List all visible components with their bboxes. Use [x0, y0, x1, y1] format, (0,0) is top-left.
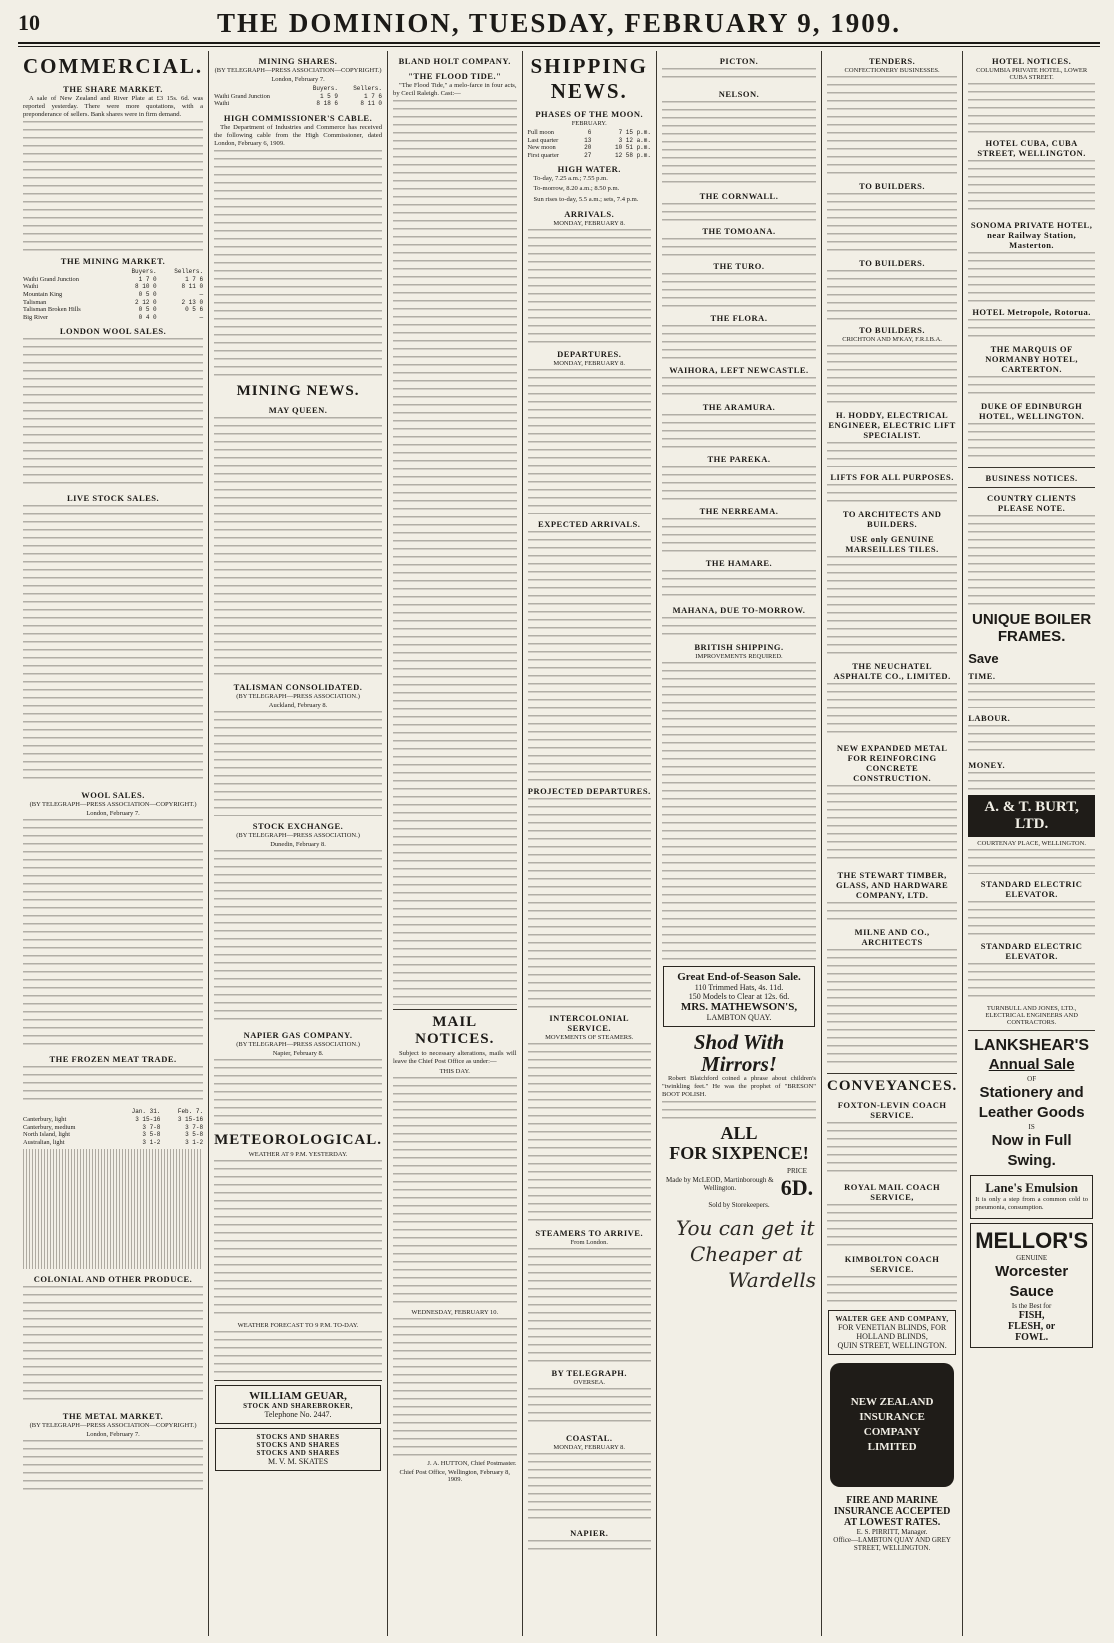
table-row: Last quarter 13 3 12 a.m.	[527, 136, 651, 144]
note-body	[662, 325, 816, 360]
lankshear-is: IS	[1028, 1123, 1035, 1131]
nelson-heading: NELSON.	[718, 89, 760, 99]
coastal-body	[528, 1453, 651, 1523]
fire-marine-text: FIRE AND MARINE INSURANCE ACCEPTED AT LOWEST RATES.	[833, 1495, 951, 1528]
edinburgh-body	[968, 423, 1095, 463]
lankshear-ad	[968, 1037, 1095, 1171]
shares-col-sellers: Sellers.	[353, 85, 383, 92]
handwriting-line-2: Cheaper at	[689, 1242, 803, 1267]
save-money-body	[968, 772, 1095, 792]
note-body	[662, 377, 816, 397]
from-london: From London.	[570, 1238, 609, 1246]
insurance-agent: E. S. PIRRITT, Manager.	[856, 1528, 928, 1536]
section-title-shipping: SHIPPING NEWS.	[530, 54, 648, 103]
milne-body	[827, 949, 957, 1069]
expanded-metal-heading: NEW EXPANDED METAL FOR REINFORCING CONCRETE CONSTRUCTION.	[836, 743, 948, 783]
shod-price-row	[662, 1167, 816, 1201]
may-queen-heading: MAY QUEEN.	[268, 405, 328, 416]
mellors-flesh: FLESH, or	[1008, 1321, 1056, 1333]
seal-line-3: COMPANY	[863, 1426, 921, 1438]
frozen-col-2: Feb. 7.	[177, 1108, 204, 1116]
crichton-heading: CRICHTON AND M'KAY, F.R.I.B.A.	[842, 336, 942, 343]
stock-exchange-source: (BY TELEGRAPH—PRESS ASSOCIATION.)	[236, 832, 360, 840]
table-row: Talisman 2 12 0 2 13 0	[23, 298, 204, 306]
lankshear-of: OF	[1027, 1075, 1037, 1083]
nelson-body	[662, 101, 816, 186]
stocks-line-3: STOCKS AND SHARES	[256, 1449, 340, 1458]
note-heading: THE CORNWALL.	[699, 191, 779, 201]
mining-shares-table	[214, 85, 382, 108]
save-labour: LABOUR.	[968, 713, 1011, 723]
note-heading: WAIHORA, LEFT NEWCASTLE.	[669, 365, 809, 375]
lanes-emulsion-title: Lane's Emulsion	[985, 1180, 1079, 1195]
intercolonial-heading: INTERCOLONIAL SERVICE.	[549, 1012, 630, 1033]
masthead-rule	[18, 46, 1100, 47]
elevator-heading-1: STANDARD ELECTRIC ELEVATOR.	[980, 879, 1083, 899]
divider	[827, 1073, 957, 1074]
moon-heading: PHASES OF THE MOON.	[535, 109, 644, 119]
note-body	[662, 414, 816, 449]
stock-exchange-dateline: Dunedin, February 8.	[270, 841, 326, 849]
stocks-line-2: STOCKS AND SHARES	[256, 1441, 340, 1450]
high-water-today: To-day, 7.25 a.m.; 7.55 p.m.	[533, 175, 608, 183]
mail-wednesday: WEDNESDAY, FEBRUARY 10.	[411, 1309, 499, 1317]
sale-location: LAMBTON QUAY.	[706, 1013, 772, 1022]
note-heading: THE TURO.	[713, 261, 765, 271]
live-stock-heading: LIVE STOCK SALES.	[66, 493, 160, 504]
wool-sales-body	[23, 338, 203, 488]
lanes-emulsion-ad	[970, 1175, 1093, 1219]
page-number: 10	[18, 10, 40, 35]
lankshear-annual-sale: Annual Sale	[988, 1056, 1075, 1073]
expected-arrivals-body	[528, 531, 651, 781]
forecast-body	[214, 1331, 382, 1376]
mail-this-day-body	[393, 1077, 516, 1307]
to-builders-heading-3: TO BUILDERS.	[859, 325, 926, 335]
sonoma-body	[968, 252, 1095, 302]
mail-notices-intro: Subject to necessary alterations, mails will leave the Chief Post Office as under:—	[393, 1050, 517, 1066]
mining-shares-heading: MINING SHARES.	[258, 56, 338, 66]
to-builders-body-2	[827, 270, 957, 320]
table-row: Big River 0 4 0 —	[23, 313, 204, 321]
departures-body	[528, 369, 651, 514]
confectionery-body	[827, 76, 957, 176]
columbia-body	[968, 83, 1095, 133]
shod-price-label: PRICE	[787, 1167, 807, 1176]
stocks-shares-ad	[215, 1428, 381, 1471]
projected-departures-body	[528, 798, 651, 1008]
talisman-body	[214, 711, 382, 816]
elevator-body-1	[968, 901, 1095, 936]
confectionery-heading: CONFECTIONERY BUSINESSES.	[844, 67, 940, 74]
table-row: Mountain King 0 5 0 —	[23, 291, 204, 299]
to-builders-heading-2: TO BUILDERS.	[859, 258, 926, 268]
walter-gee-name: WALTER GEE AND COMPANY,	[835, 1315, 949, 1323]
note-heading: THE PAREKA.	[707, 454, 771, 464]
napier-gas-dateline: Napier, February 8.	[272, 1050, 324, 1058]
save-word: Save	[968, 651, 999, 666]
note-body	[662, 273, 816, 308]
stocks-line-1: STOCKS AND SHARES	[256, 1433, 340, 1442]
foxton-levin-body	[827, 1122, 957, 1177]
metal-market-heading: THE METAL MARKET.	[62, 1411, 164, 1422]
milne-heading: MILNE AND CO., ARCHITECTS	[854, 927, 930, 947]
live-stock-body	[23, 505, 203, 785]
wool-sales-heading: LONDON WOOL SALES.	[59, 326, 167, 337]
wool-sales-2-dateline: London, February 7.	[86, 810, 140, 818]
shod-headline: Shod With Mirrors!	[693, 1030, 785, 1076]
lankshear-name: LANKSHEAR'S	[974, 1037, 1090, 1054]
post-office-dateline: Chief Post Office, Wellington, February 8, 1909.	[399, 1469, 510, 1484]
walter-gee-address: QUIN STREET, WELLINGTON.	[837, 1341, 947, 1350]
oversea-sub: OVERSEA.	[573, 1378, 606, 1386]
mining-news-body	[214, 417, 382, 677]
note-heading: THE FLORA.	[710, 313, 768, 323]
architects-body	[827, 556, 957, 656]
frozen-col-1: Jan. 31.	[131, 1108, 161, 1116]
burt-logo: A. & T. BURT, LTD.	[968, 795, 1095, 837]
mining-col-sellers: Sellers.	[174, 268, 204, 276]
wool-sales-2-source: (BY TELEGRAPH—PRESS ASSOCIATION—COPYRIGHT.)	[29, 801, 197, 809]
napier-heading: NAPIER.	[570, 1527, 609, 1538]
crichton-body	[827, 345, 957, 405]
lanes-emulsion-text: It is only a step from a common cold to pneumonia, consumption.	[975, 1196, 1089, 1212]
note-heading: THE TOMOANA.	[702, 226, 776, 236]
column-commercial	[18, 51, 209, 1636]
shod-text: Robert Blatchford coined a phrase about children's "twinkling feet." He was the prophet of "BRESON" BOOT POLISH.	[661, 1075, 816, 1099]
mellors-genuine: GENUINE	[1016, 1254, 1048, 1263]
note-heading: THE ARAMURA.	[702, 402, 776, 412]
colonial-produce-heading: COLONIAL AND OTHER PRODUCE.	[33, 1274, 193, 1285]
lifts-body	[827, 484, 957, 504]
shod-for-sixpence: FOR SIXPENCE!	[669, 1143, 809, 1164]
by-telegraph-heading: BY TELEGRAPH.	[551, 1367, 627, 1378]
kimbolton-body	[827, 1276, 957, 1306]
napier-gas-body	[214, 1059, 382, 1129]
frozen-meat-heading: THE FROZEN MEAT TRADE.	[49, 1054, 177, 1065]
table-row: Canterbury, light 3 15-16 3 15-16	[23, 1116, 204, 1124]
departures-date: MONDAY, FEBRUARY 8.	[553, 359, 626, 367]
business-notices-heading: BUSINESS NOTICES.	[985, 473, 1078, 483]
burt-body	[968, 849, 1095, 874]
mellors-fowl: FOWL.	[1015, 1332, 1049, 1344]
note-body	[662, 570, 816, 600]
sale-store: MRS. MATHEWSON'S,	[680, 1001, 798, 1013]
shod-sold: Sold by Storekeepers.	[708, 1201, 770, 1210]
royal-mail-body	[827, 1204, 957, 1249]
tenders-heading: TENDERS.	[868, 56, 916, 66]
insurance-seal	[830, 1363, 954, 1487]
seal-line-4: LIMITED	[867, 1441, 917, 1453]
table-row: Waihi Grand Junction 1 7 0 1 7 6	[23, 275, 204, 283]
sale-models: 150 Models to Clear at 12s. 6d.	[688, 992, 790, 1001]
divider	[968, 467, 1095, 468]
edinburgh-hotel: DUKE OF EDINBURGH HOTEL, WELLINGTON.	[978, 401, 1085, 421]
talisman-dateline: Auckland, February 8.	[268, 702, 328, 710]
moon-month: FEBRUARY.	[571, 120, 607, 127]
coastal-date: MONDAY, FEBRUARY 8.	[553, 1443, 626, 1451]
high-commissioner-body	[214, 150, 382, 380]
masthead	[18, 8, 1100, 44]
napier-gas-source: (BY TELEGRAPH—PRESS ASSOCIATION.)	[236, 1041, 360, 1049]
geuar-name: WILLIAM GEUAR,	[249, 1390, 347, 1403]
metal-market-dateline: London, February 7.	[86, 1431, 140, 1439]
coastal-heading: COASTAL.	[565, 1432, 613, 1443]
insurance-office: Office—LAMBTON QUAY AND GREY STREET, WELLINGTON.	[833, 1536, 951, 1552]
architects-heading: TO ARCHITECTS AND BUILDERS.	[842, 509, 942, 529]
british-shipping-sub: IMPROVEMENTS REQUIRED.	[695, 653, 783, 660]
hotel-notices-heading: HOTEL NOTICES.	[991, 56, 1072, 66]
lankshear-full-swing: Now in Full Swing.	[991, 1132, 1072, 1169]
postmaster-signature: J. A. HUTTON, Chief Postmaster.	[427, 1460, 517, 1468]
mining-news-heading: MINING NEWS.	[236, 383, 360, 400]
picton-heading: PICTON.	[719, 56, 759, 66]
lifts-heading: LIFTS FOR ALL PURPOSES.	[830, 472, 954, 482]
high-commissioner-heading: HIGH COMMISSIONER'S CABLE.	[223, 112, 373, 123]
frozen-meat-dotted-table	[23, 1149, 203, 1269]
expected-arrivals-heading: EXPECTED ARRIVALS.	[538, 518, 641, 529]
table-row: Talisman Broken Hills 0 5 0 0 5 6	[23, 306, 204, 314]
marquis-body	[968, 376, 1095, 396]
column-theatre-mail	[388, 51, 522, 1636]
turnbull-jones: TURNBULL AND JONES, LTD., ELECTRICAL ENGINEERS AND CONTRACTORS.	[985, 1005, 1078, 1026]
handwritten-note	[676, 1215, 816, 1293]
note-heading: THE HAMARE.	[705, 558, 773, 568]
to-builders-heading-1: TO BUILDERS.	[859, 181, 926, 191]
table-row: North Island, light 3 5-8 3 5-8	[23, 1131, 204, 1139]
oversea-body	[528, 1388, 651, 1428]
lankshear-leather: Leather Goods	[978, 1104, 1085, 1121]
table-row: Australian, light 3 1-2 3 1-2	[23, 1138, 204, 1146]
shod-all: ALL	[720, 1123, 758, 1144]
section-title-commercial: COMMERCIAL.	[23, 54, 204, 78]
handwriting-line-1: You can get it	[675, 1216, 815, 1241]
save-time-body	[968, 683, 1095, 708]
burt-address: COURTENAY PLACE, WELLINGTON.	[977, 840, 1086, 847]
mining-market-heading: THE MINING MARKET.	[60, 256, 166, 267]
shod-body	[662, 1101, 816, 1121]
table-row: Waihi Grand Junction 1 5 9 1 7 6	[214, 92, 383, 100]
table-row: First quarter 27 12 58 p.m.	[527, 151, 651, 159]
elevator-heading-2: STANDARD ELECTRIC ELEVATOR.	[980, 941, 1083, 961]
column-mining	[209, 51, 388, 1636]
shod-price-block	[781, 1167, 813, 1201]
divider	[393, 1009, 516, 1010]
mail-this-day: THIS DAY.	[439, 1068, 470, 1076]
neuchatel-heading: THE NEUCHATEL ASPHALTE CO., LIMITED.	[833, 661, 951, 681]
share-market-heading: THE SHARE MARKET.	[63, 84, 163, 94]
bland-holt-intro: "The Flood Tide," a melo-farce in four acts, by Cecil Raleigh. Cast:—	[393, 82, 517, 98]
table-row: Waihi 8 10 0 8 11 0	[23, 283, 204, 291]
save-money: MONEY.	[968, 760, 1006, 770]
note-body	[662, 466, 816, 501]
mellors-fish: FISH,	[1018, 1310, 1045, 1322]
columns	[18, 51, 1100, 1636]
walter-gee-ad	[828, 1310, 956, 1355]
column-hotels-business	[963, 51, 1100, 1636]
lankshear-stationery: Stationery and	[979, 1084, 1084, 1101]
intercolonial-sub: MOVEMENTS OF STEAMERS.	[545, 1033, 634, 1041]
neuchatel-body	[827, 683, 957, 738]
kimbolton-heading: KIMBOLTON COACH SERVICE.	[844, 1254, 940, 1274]
table-row: Full moon 6 7 15 p.m.	[527, 129, 651, 136]
arrivals-body	[528, 229, 651, 344]
talisman-source: (BY TELEGRAPH—PRESS ASSOCIATION.)	[236, 693, 360, 701]
picton-body	[662, 68, 816, 84]
wool-sales-2-body	[23, 819, 203, 1049]
foxton-levin-heading: FOXTON-LEVIN COACH SERVICE.	[837, 1100, 947, 1120]
shares-col-buyers: Buyers.	[312, 85, 338, 92]
steamers-to-arrive-heading: STEAMERS TO ARRIVE.	[535, 1227, 644, 1238]
table-row: Canterbury, medium 3 7-8 3 7-8	[23, 1123, 204, 1131]
newspaper-title: THE DOMINION, TUESDAY, FEBRUARY 9, 1909.	[217, 8, 901, 38]
country-clients-body	[968, 515, 1095, 605]
columbia-hotel: COLUMBIA PRIVATE HOTEL, LOWER CUBA STREET.	[976, 67, 1088, 81]
share-market-body	[23, 121, 203, 251]
note-body	[662, 518, 816, 553]
bland-holt-heading: BLAND HOLT COMPANY.	[398, 56, 511, 66]
sonoma-hotel: SONOMA PRIVATE HOTEL, near Railway Station, Masterton.	[970, 220, 1093, 250]
country-clients-heading: COUNTRY CLIENTS PLEASE NOTE.	[986, 493, 1077, 513]
boiler-frames-headline: UNIQUE BOILER FRAMES.	[972, 611, 1092, 645]
hoddy-heading: H. HODDY, ELECTRICAL ENGINEER, ELECTRIC LIFT SPECIALIST.	[828, 410, 956, 440]
marseilles-heading: USE only GENUINE MARSEILLES TILES.	[845, 534, 939, 554]
geuar-phone: Telephone No. 2447.	[264, 1410, 332, 1420]
shod-price: 6D.	[780, 1175, 814, 1201]
bland-holt-review	[393, 100, 516, 1005]
marquis-hotel: THE MARQUIS OF NORMANBY HOTEL, CARTERTON.	[985, 344, 1078, 374]
note-body	[662, 203, 816, 221]
hotel-cuba-body	[968, 160, 1095, 215]
column-shipping-notes	[657, 51, 822, 1636]
glass-company-body	[827, 902, 957, 922]
sale-ad	[663, 966, 815, 1027]
colonial-produce-body	[23, 1286, 203, 1406]
metropole-hotel: HOTEL Metropole, Rotorua.	[972, 307, 1091, 317]
conveyances-heading: CONVEYANCES.	[826, 1078, 958, 1094]
high-commissioner-text: The Department of Industries and Commerce has received the following cable from the High Commissioner, dated London, February 6, 1909.	[214, 123, 383, 147]
glass-company-heading: THE STEWART TIMBER, GLASS, AND HARDWARE COMPANY, LTD.	[835, 870, 949, 900]
note-heading: THE NERREAMA.	[699, 506, 779, 516]
metal-market-body	[23, 1440, 203, 1490]
moon-table	[528, 129, 651, 159]
note-heading: MAHANA, DUE TO-MORROW.	[672, 605, 806, 615]
arrivals-date: MONDAY, FEBRUARY 8.	[553, 219, 626, 227]
geuar-title: STOCK AND SHAREBROKER,	[243, 1402, 353, 1411]
divider	[968, 1030, 1095, 1031]
note-body	[662, 617, 816, 637]
talisman-heading: TALISMAN CONSOLIDATED.	[233, 682, 363, 693]
column-shipping	[523, 51, 657, 1636]
steamers-to-arrive-body	[528, 1248, 651, 1363]
projected-departures-heading: PROJECTED DEPARTURES.	[527, 785, 651, 796]
shod-ad	[662, 1031, 816, 1209]
high-water-tomorrow: To-morrow, 8.20 a.m.; 8.50 p.m.	[533, 185, 620, 193]
napier-gas-heading: NAPIER GAS COMPANY.	[243, 1030, 353, 1041]
departures-heading: DEPARTURES.	[557, 348, 622, 359]
stock-exchange-body	[214, 850, 382, 1025]
intercolonial-body	[528, 1043, 651, 1223]
mellors-ad	[970, 1223, 1093, 1348]
metal-market-source: (BY TELEGRAPH—PRESS ASSOCIATION—COPYRIGHT.)	[29, 1422, 197, 1430]
stocks-broker: M. V. M. SKATES	[267, 1457, 329, 1467]
british-shipping-body	[662, 662, 816, 962]
sun-times: Sun rises to-day, 5.5 a.m.; sets, 7.4 p.m.	[533, 195, 639, 203]
elevator-body-2	[968, 963, 1095, 1003]
mellors-worcester: Worcester Sauce	[995, 1263, 1069, 1301]
mellors-name: MELLOR'S	[975, 1228, 1089, 1254]
high-water-heading: HIGH WATER.	[557, 164, 621, 175]
mail-notices-heading: MAIL NOTICES.	[415, 1014, 495, 1048]
stock-exchange-heading: STOCK EXCHANGE.	[252, 821, 344, 832]
meteorological-heading: METEOROLOGICAL.	[214, 1132, 383, 1149]
divider	[968, 487, 1095, 488]
expanded-metal-body	[827, 785, 957, 865]
sale-headline: Great End-of-Season Sale.	[677, 971, 801, 983]
metropole-body	[968, 319, 1095, 339]
mining-col-buyers: Buyers.	[131, 268, 157, 276]
handwriting-line-3: Wardells	[727, 1268, 816, 1293]
seal-line-1: NEW ZEALAND	[850, 1396, 934, 1408]
flood-tide-subheading: "THE FLOOD TIDE."	[408, 71, 502, 81]
geuar-ad	[215, 1385, 381, 1424]
weather-subheading: WEATHER AT 9 P.M. YESTERDAY.	[248, 1151, 348, 1159]
hotel-cuba: HOTEL CUBA, CUBA STREET, WELLINGTON.	[977, 138, 1086, 158]
forecast-subheading: WEATHER FORECAST TO 9 P.M. TO-DAY.	[237, 1322, 359, 1330]
save-labour-body	[968, 725, 1095, 755]
mail-wednesday-body	[393, 1318, 516, 1458]
to-builders-body-1	[827, 193, 957, 253]
frozen-meat-body	[23, 1066, 203, 1106]
seal-line-2: INSURANCE	[859, 1411, 925, 1423]
hoddy-body	[827, 442, 957, 467]
divider	[214, 1380, 382, 1381]
wool-sales-2-heading: WOOL SALES.	[81, 790, 145, 801]
arrivals-heading: ARRIVALS.	[564, 208, 615, 219]
napier-body	[528, 1540, 651, 1555]
british-shipping-heading: BRITISH SHIPPING.	[694, 642, 784, 652]
weather-body	[214, 1160, 382, 1320]
mining-market-table	[23, 268, 203, 321]
walter-gee-blinds: FOR VENETIAN BLINDS, FOR HOLLAND BLINDS,	[837, 1323, 947, 1341]
sale-hats: 110 Trimmed Hats, 4s. 11d.	[694, 983, 784, 992]
mellors-best-for: Is the Best for	[1011, 1302, 1052, 1311]
frozen-meat-table	[23, 1108, 203, 1146]
note-body	[662, 238, 816, 256]
table-row: New moon 20 10 51 p.m.	[527, 144, 651, 152]
shod-made-by: Made by McLEOD, Martinborough & Wellington.	[666, 1176, 774, 1193]
table-row: Waihi 8 18 6 8 11 0	[214, 100, 383, 108]
share-market-text: A sale of New Zealand and River Plate at £3 15s. 6d. was reported yesterday. There were more quotations, with a preponderance of sellers. Bank shares were in firm demand.	[23, 95, 204, 119]
mining-shares-dateline: London, February 7.	[271, 76, 325, 83]
save-time: TIME.	[968, 671, 996, 681]
royal-mail-heading: ROYAL MAIL COACH SERVICE,	[844, 1182, 941, 1202]
column-tenders	[822, 51, 963, 1636]
mining-shares-source: (BY TELEGRAPH—PRESS ASSOCIATION—COPYRIGHT.)	[214, 67, 382, 74]
